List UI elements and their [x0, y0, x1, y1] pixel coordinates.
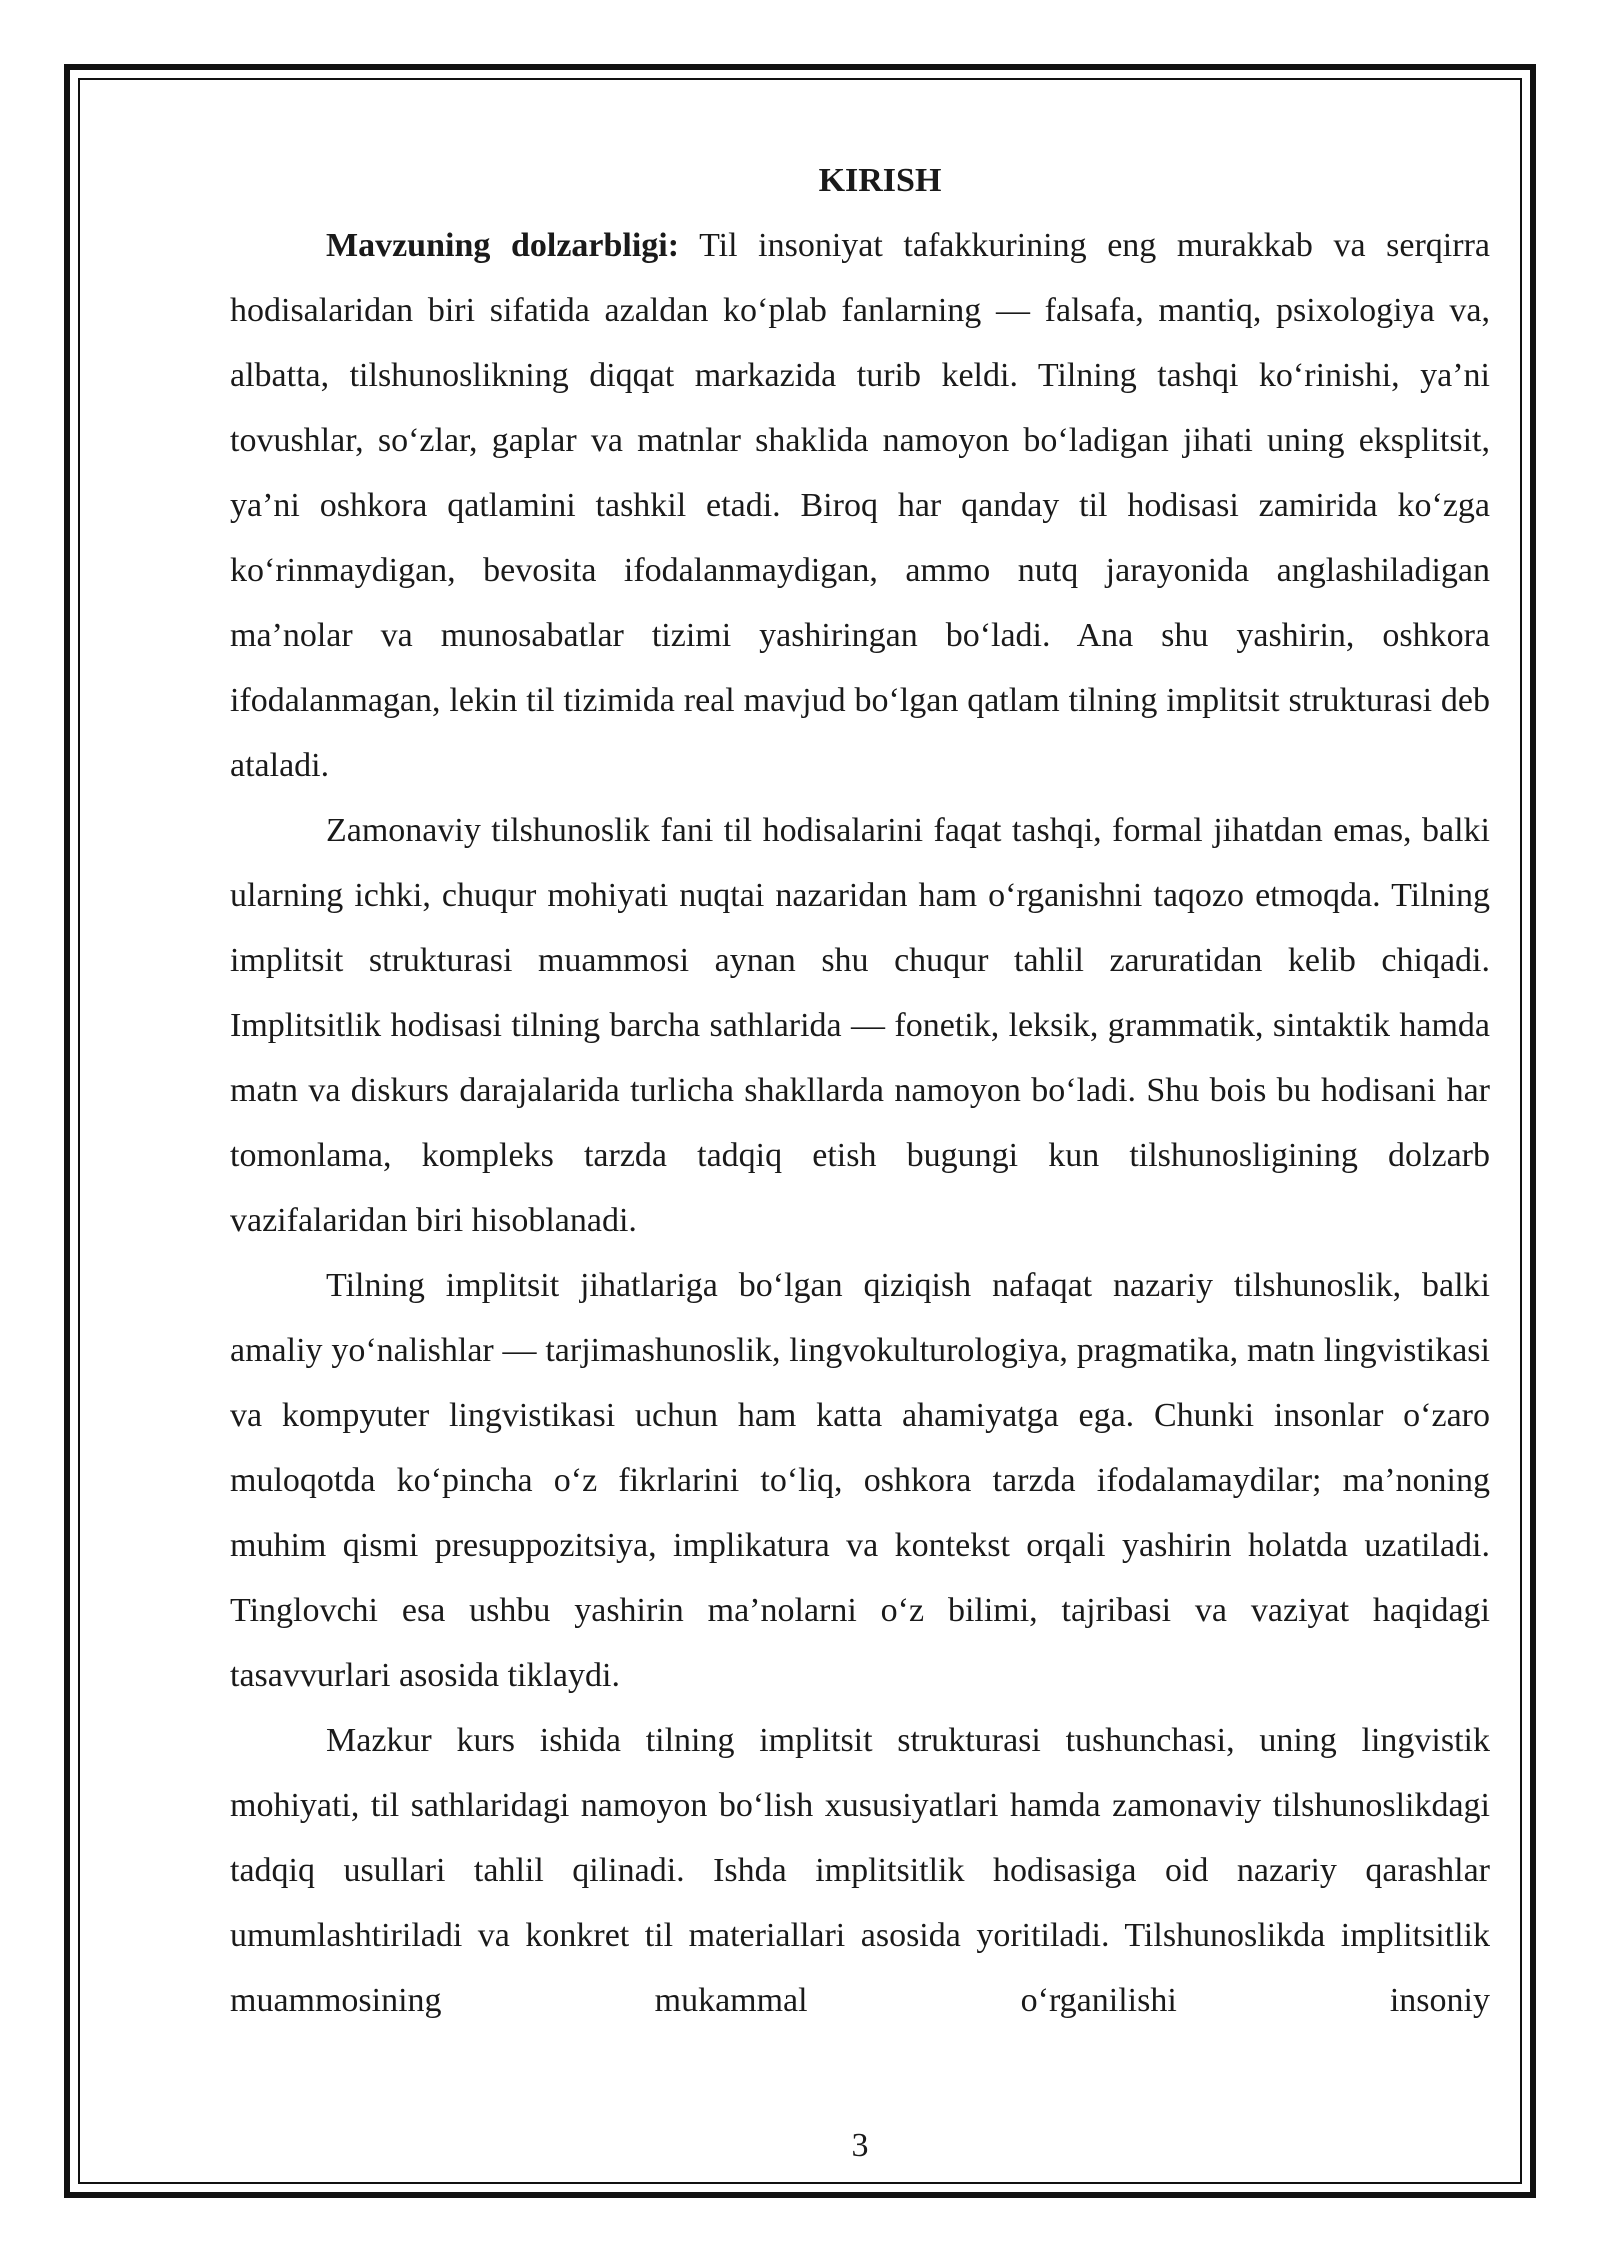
page-number: 3 [851, 2127, 869, 2164]
paragraph-text: Til insoniyat tafakkurining eng murakkab va serqirra hodisalaridan biri sifatida azaldan ko‘plab fanlarning — falsafa, mantiq, psixologiya va, albatta, tilshunoslikning diqqat markazida turib keldi. Tilning tashqi ko‘rinishi, ya’ni tovushlar, so‘zlar, gaplar va matnlar shaklida namoyon bo‘ladigan jihati uning eksplitsit, ya’ni oshkora qatlamini tashkil etadi. Biroq har qanday til hodisasi zamirida ko‘zga ko‘rinmaydigan, bevosita ifodalanmaydigan, ammo nutq jarayonida anglashiladigan ma’nolar va munosabatlar tizimi yashiringan bo‘ladi. Ana shu yashirin, oshkora ifodalanmagan, lekin til tizimida real mavjud bo‘lgan qatlam tilning implitsit strukturasi deb ataladi. [230, 227, 1490, 784]
paragraph-relevance [230, 213, 1490, 798]
paragraph-applied-interest: Tilning implitsit jihatlariga bo‘lgan qiziqish nafaqat nazariy tilshunoslik, balki amaliy yo‘nalishlar — tarjimashunoslik, lingvokulturologiya, pragmatika, matn lingvistikasi va kompyuter lingvistikasi uchun ham katta ahamiyatga ega. Chunki insonlar o‘zaro muloqotda ko‘pincha o‘z fikrlarini to‘liq, oshkora tarzda ifodalamaydilar; ma’noning muhim qismi presuppozitsiya, implikatura va kontekst orqali yashirin holatda uzatiladi. Tinglovchi esa ushbu yashirin ma’nolarni o‘z bilimi, tajribasi va vaziyat haqidagi tasavvurlari asosida tiklaydi. [230, 1267, 1490, 1694]
paragraph-lead: Mavzuning dolzarbligi: [326, 227, 680, 264]
document-body [230, 148, 1490, 2033]
section-heading: KIRISH [818, 162, 942, 199]
paragraph-modern-linguistics: Zamonaviy tilshunoslik fani til hodisalarini faqat tashqi, formal jihatdan emas, balki ularning ichki, chuqur mohiyati nuqtai nazaridan ham o‘rganishni taqozo etmoqda. Tilning implitsit strukturasi muammosi aynan shu chuqur tahlil zaruratidan kelib chiqadi. Implitsitlik hodisasi tilning barcha sathlarida — fonetik, leksik, grammatik, sintaktik hamda matn va diskurs darajalarida turlicha shakllarda namoyon bo‘ladi. Shu bois bu hodisani har tomonlama, kompleks tarzda tadqiq etish bugungi kun tilshunosligining dolzarb vazifalaridan biri hisoblanadi. [230, 812, 1490, 1239]
paragraph-course-scope: Mazkur kurs ishida tilning implitsit strukturasi tushunchasi, uning lingvistik mohiyati, til sathlaridagi namoyon bo‘lish xususiyatlari hamda zamonaviy tilshunoslikdagi tadqiq usullari tahlil qilinadi. Ishda implitsitlik hodisasiga oid nazariy qarashlar umumlashtiriladi va konkret til materiallari asosida yoritiladi. Tilshunoslikda implitsitlik muammosining mukammal o‘rganilishi insoniy [230, 1722, 1490, 2019]
